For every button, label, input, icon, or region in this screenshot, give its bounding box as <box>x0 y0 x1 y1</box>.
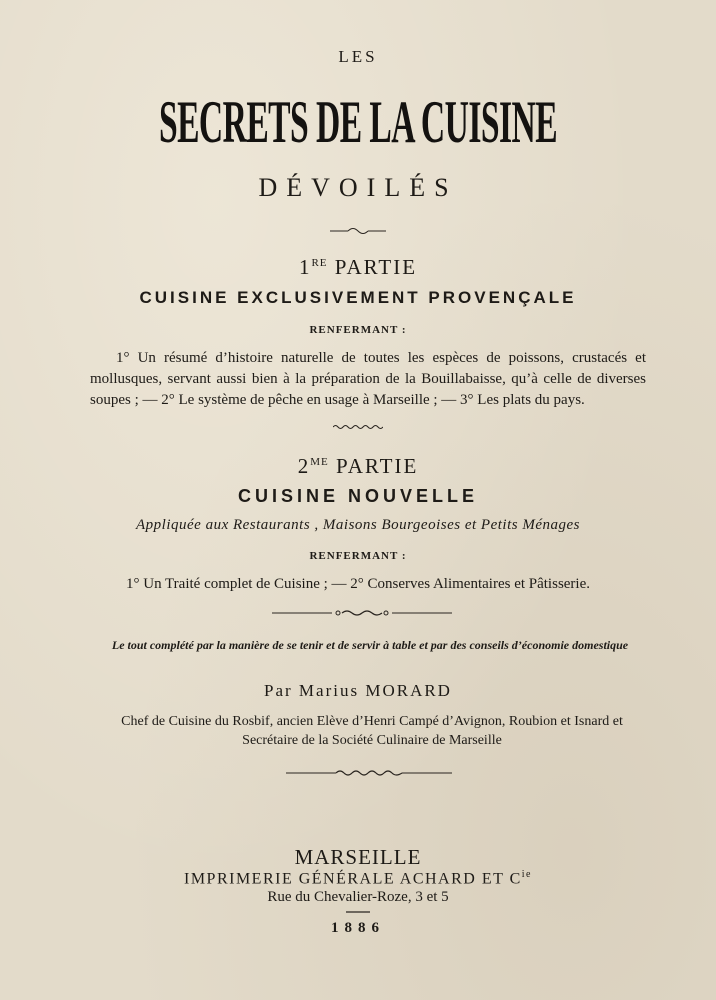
ornament-divider-4 <box>286 768 452 778</box>
part1-number: 1 <box>298 255 312 279</box>
part2-contents: 1° Un Traité complet de Cuisine ; — 2° Conserves Alimentaires et Pâtisserie. <box>125 576 591 592</box>
part1-label: PARTIE <box>334 255 418 279</box>
book-subtitle: DÉVOILÉS <box>258 173 458 202</box>
year-rule <box>346 910 370 914</box>
part2-heading <box>0 454 716 479</box>
imprint-printer <box>0 869 716 888</box>
imprint-city: MARSEILLE <box>294 845 422 869</box>
part2-renfermant: RENFERMANT : <box>309 550 407 562</box>
part2-title: CUISINE NOUVELLE <box>237 486 479 506</box>
author-line: Par Marius MORARD <box>264 681 452 700</box>
part1-renfermant: RENFERMANT : <box>309 324 407 336</box>
part2-label: PARTIE <box>335 454 419 478</box>
printer-suffix: ie <box>521 869 532 880</box>
part2-applied: Appliquée aux Restaurants , Maisons Bourgeoises et Petits Ménages <box>136 517 580 533</box>
printer-name: IMPRIMERIE GÉNÉRALE ACHARD ET C <box>184 870 522 888</box>
ornament-divider-2 <box>333 424 383 430</box>
imprint-address: Rue du Chevalier-Roze, 3 et 5 <box>267 889 449 905</box>
part1-contents: 1° Un résumé d’histoire naturelle de toutes les espèces de poissons, crustacés et mollusques, servant aussi bien à la préparation de la Bouillabaisse, qu’à celle de diverses soupes ; — 2° Le système de pêche en usage à Marseille ; — 3° Les plats du pays. <box>90 350 646 408</box>
part1-title: CUISINE EXCLUSIVEMENT PROVENÇALE <box>139 288 577 307</box>
part1-number-suffix: RE <box>311 257 328 269</box>
ornament-divider-3 <box>272 608 452 618</box>
author-credentials: Chef de Cuisine du Rosbif, ancien Elève d’Henri Campé d’Avignon, Roubion et Isnard et Secrétaire de la Société Culinaire de Marseille <box>121 714 623 748</box>
part2-number-suffix: ME <box>310 456 329 468</box>
complement-note: Le tout complété par la manière de se tenir et de servir à table et par des conseils d’économie domestique <box>111 638 629 652</box>
ornament-divider-1 <box>328 226 388 236</box>
imprint-year: 1886 <box>331 920 385 936</box>
part2-number: 2 <box>297 454 311 478</box>
book-title: SECRETS DE LA CUISINE <box>158 89 558 155</box>
part1-heading <box>0 255 716 280</box>
title-les: LES <box>338 47 378 66</box>
